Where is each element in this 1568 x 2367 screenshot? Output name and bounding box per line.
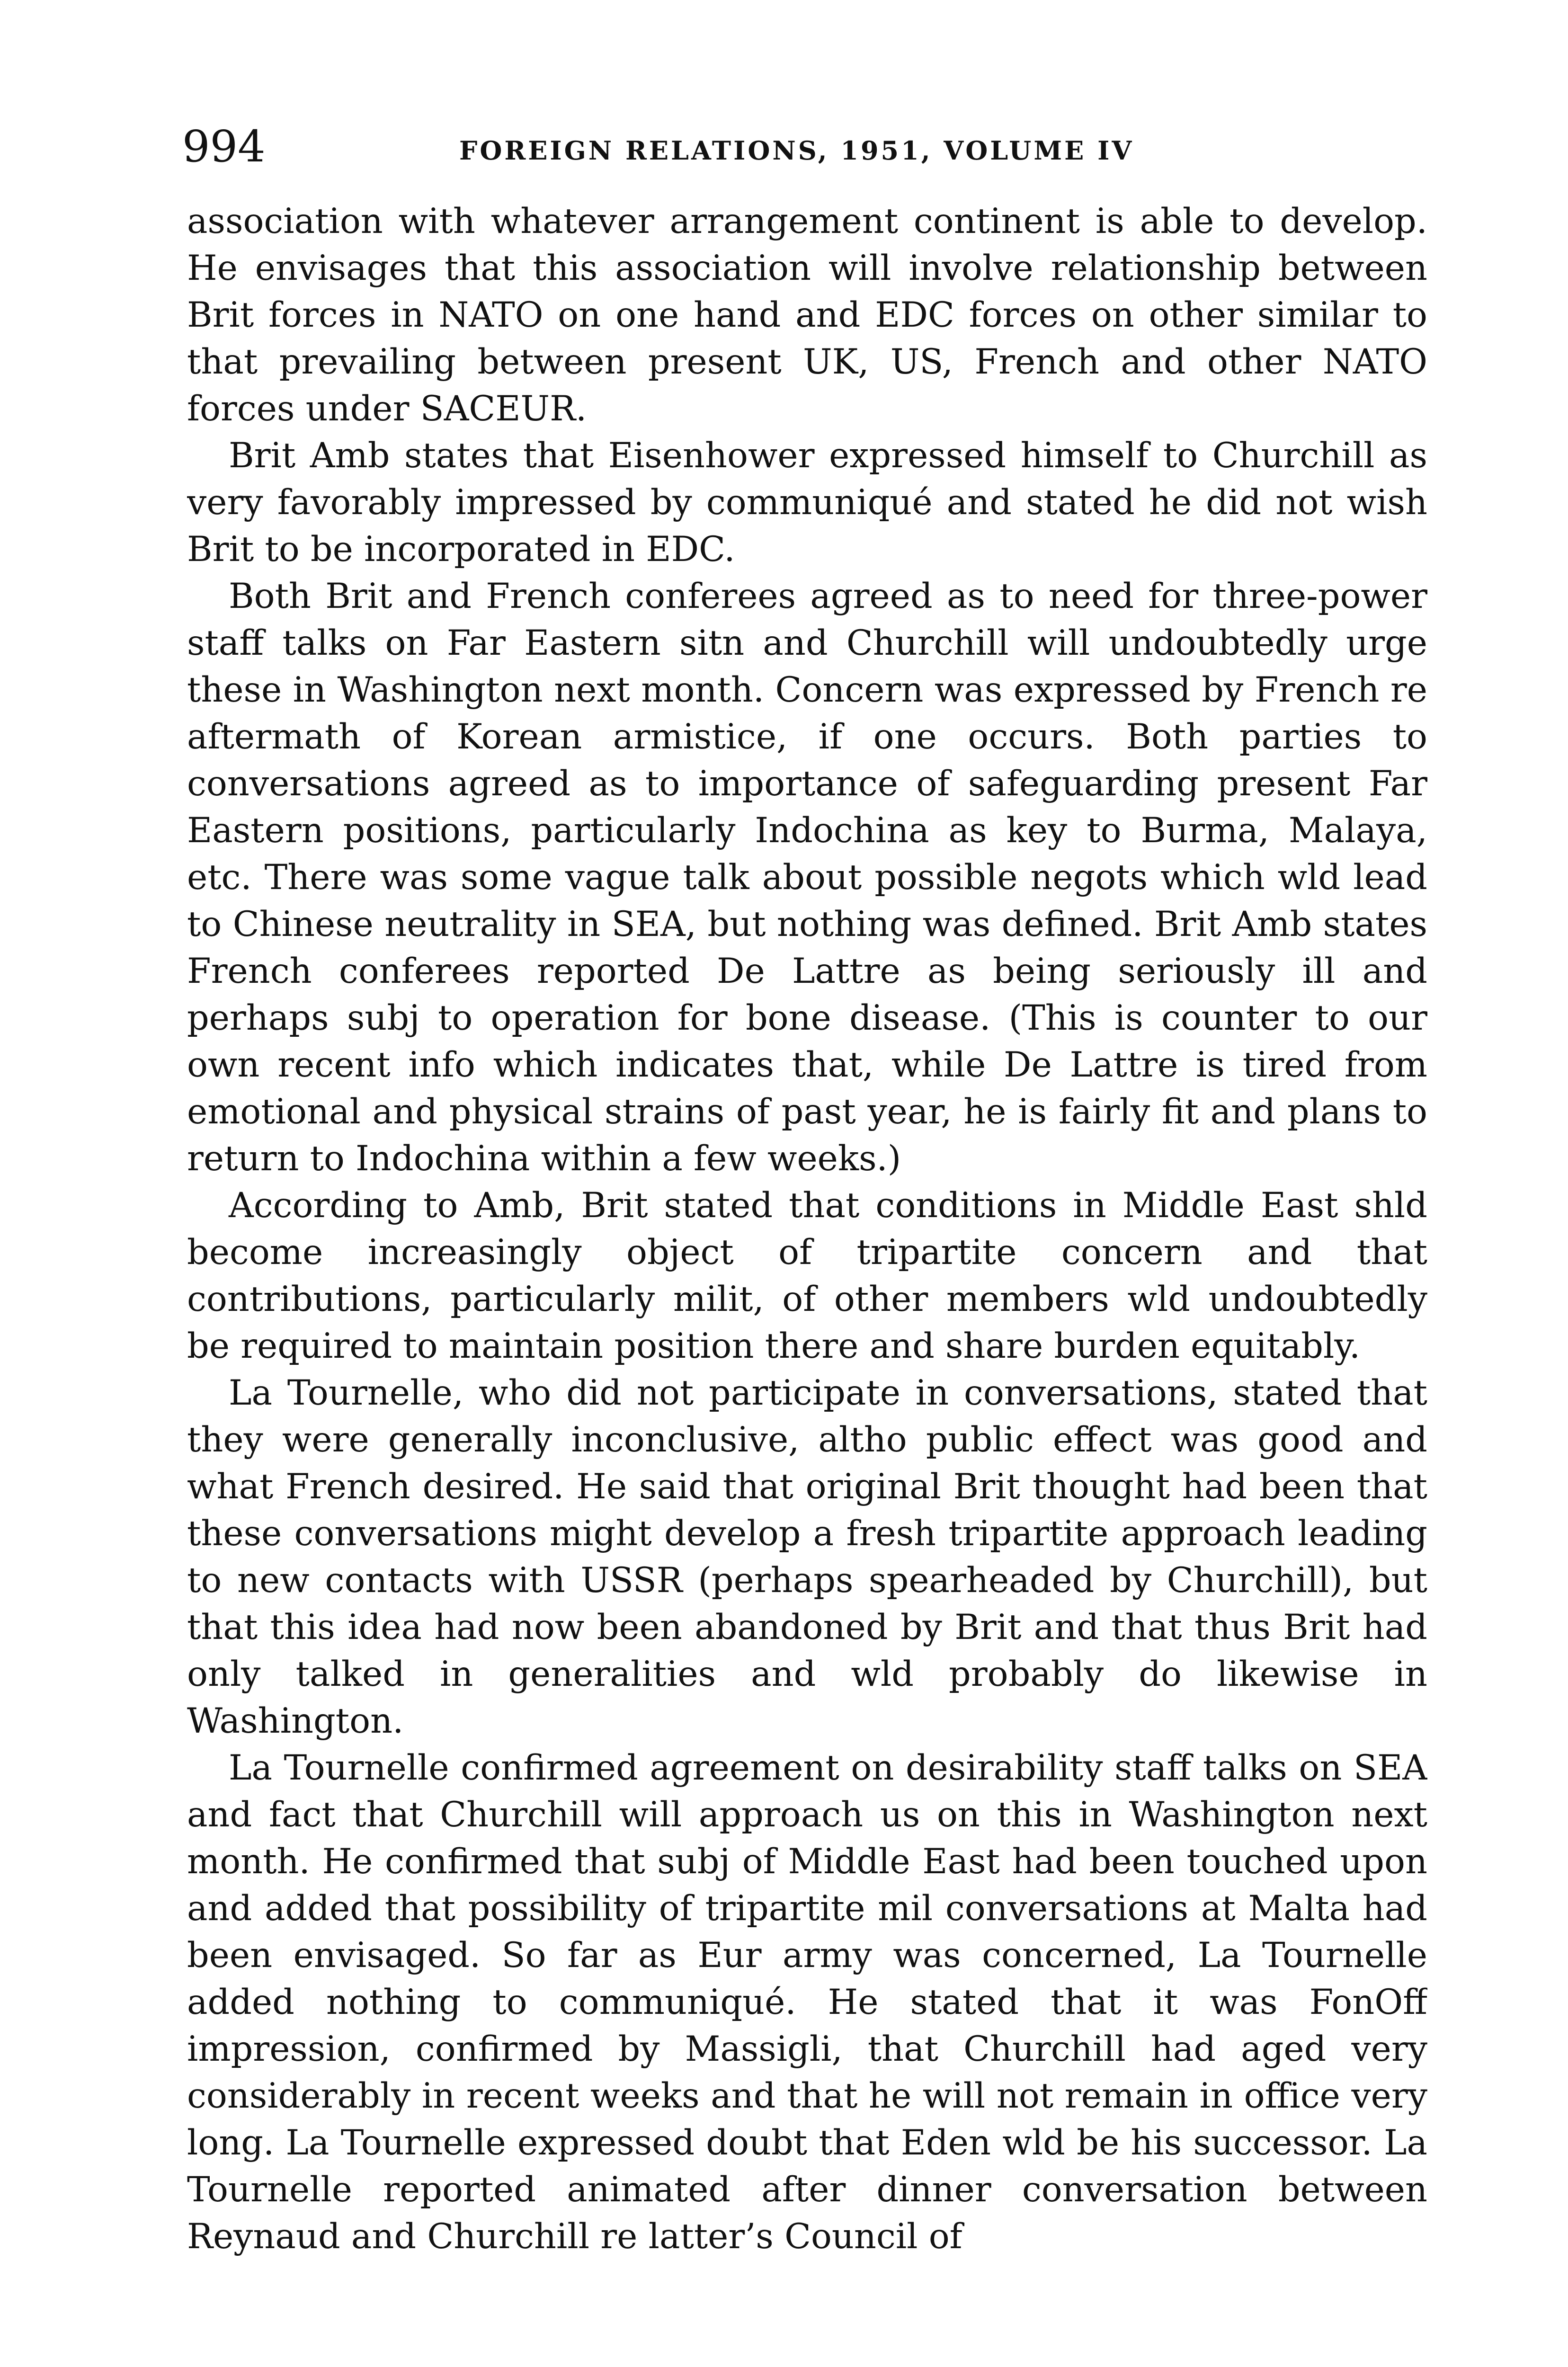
running-title: FOREIGN RELATIONS, 1951, VOLUME IV <box>459 135 1134 166</box>
page-header <box>182 118 1432 185</box>
paragraph-la-tournelle-2: La Tournelle confirmed agreement on desirability staff talks on SEA and fact that Churchill will approach us on this in Washington next month. He confirmed that subj of Middle East had been touched upon and added that possibility of tripartite mil conversations at Malta had been envisaged. So far as Eur army was concerned, La Tournelle added nothing to communiqué. He stated that it was FonOff impression, confirmed by Massigli, that Churchill had aged very considerably in recent weeks and that he will not remain in office very long. La Tournelle expressed doubt that Eden wld be his successor. La Tournelle reported animated after dinner conversation between Reynaud and Churchill re latter’s Council of <box>187 1748 1427 2257</box>
paragraph-far-east: Both Brit and French conferees agreed as to need for three-power staff talks on Far Eastern sitn and Churchill will undoubtedly urge these in Washington next month. Concern was expressed by French re aftermath of Korean armistice, if one occurs. Both parties to conversations agreed as to importance of safeguarding present Far Eastern positions, particularly Indochina as key to Burma, Malaya, etc. There was some vague talk about possible negots which wld lead to Chinese neutrality in SEA, but nothing was defined. Brit Amb states French conferees reported De Lattre as being seriously ill and perhaps subj to operation for bone disease. (This is counter to our own recent info which indicates that, while De Lattre is tired from emotional and physical strains of past year, he is fairly fit and plans to return to Indochina within a few weeks.) <box>187 576 1427 1179</box>
page-number: 994 <box>182 121 266 172</box>
paragraph-continuation: association with whatever arrangement continent is able to develop. He envisages that this association will involve relationship between Brit forces in NATO on one hand and EDC forces on other similar to that prevailing between present UK, US, French and other NATO forces under SACEUR. <box>187 201 1427 429</box>
paragraph-la-tournelle-1: La Tournelle, who did not participate in conversations, stated that they were generally inconclusive, altho public effect was good and what French desired. He said that original Brit thought had been that these conversations might develop a fresh tripartite approach leading to new contacts with USSR (perhaps spearheaded by Churchill), but that this idea had now been abandoned by Brit and that thus Brit had only talked in generalities and wld probably do likewise in Washington. <box>187 1373 1427 1741</box>
document-body <box>187 198 1427 2338</box>
paragraph-middle-east: According to Amb, Brit stated that conditions in Middle East shld become increasingly object of tripartite concern and that contributions, particularly milit, of other members wld undoubtedly be required to maintain position there and share burden equitably. <box>187 1185 1427 1366</box>
paragraph-eisenhower: Brit Amb states that Eisenhower expressed himself to Churchill as very favorably impressed by communiqué and stated he did not wish Brit to be incorporated in EDC. <box>187 436 1427 570</box>
